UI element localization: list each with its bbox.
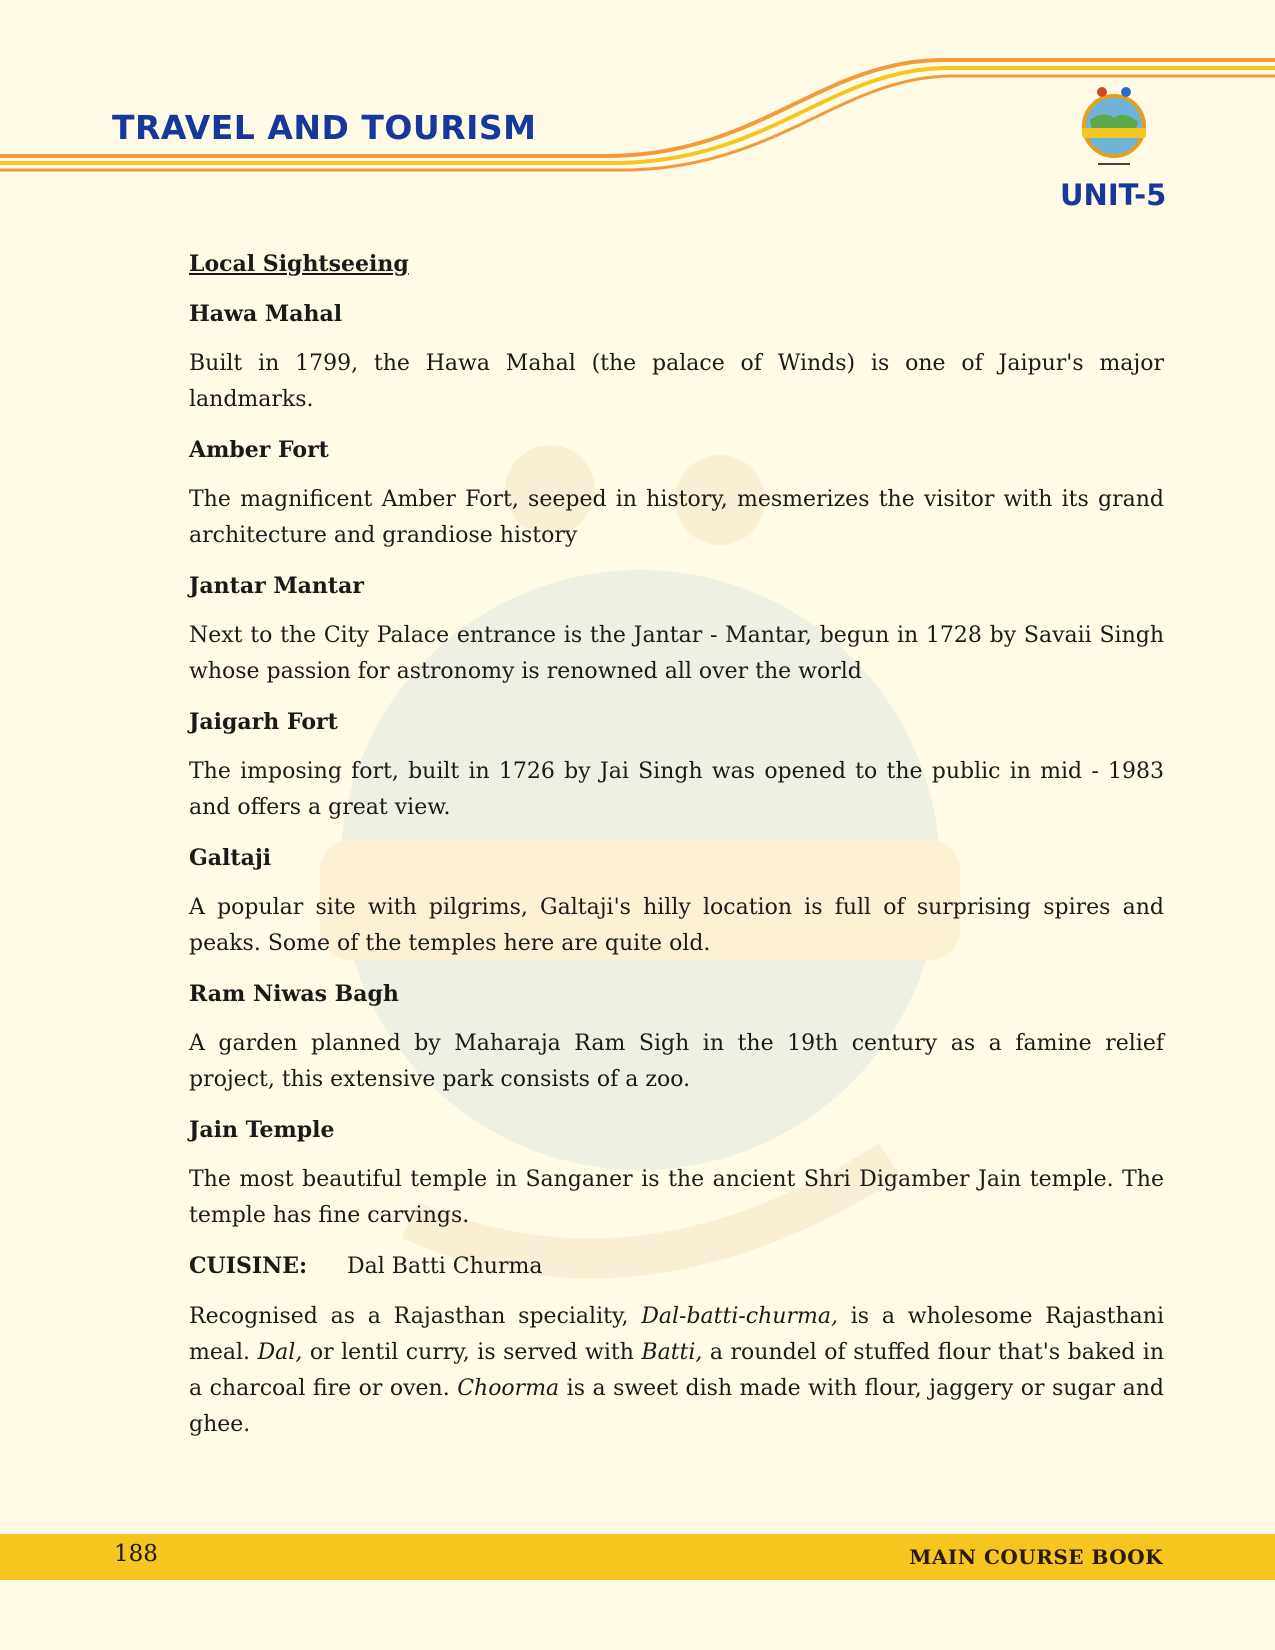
cuisine-text: is a sweet dish made with flour, jaggery or sugar and ghee. [189,1376,1164,1437]
footer-book-title: MAIN COURSE BOOK [909,1545,1163,1569]
cuisine-italic-term: Choorma [457,1376,560,1401]
cuisine-italic-term: Dal-batti-churma, [641,1304,838,1329]
cuisine-description [189,1299,1164,1443]
section-heading: Local Sightseeing [189,251,409,277]
main-content [189,246,1164,1457]
sight-description: Next to the City Palace entrance is the Jantar - Mantar, begun in 1728 by Savaii Singh whose passion for astronomy is renowned all over the world [189,623,1164,684]
unit-label: UNIT-5 [1060,178,1167,212]
cuisine-text: is a wholesome Rajasthani meal. [189,1304,1164,1365]
sight-title: Jain Temple [189,1117,335,1143]
sight-description: The imposing fort, built in 1726 by Jai Singh was opened to the public in mid - 1983 and offers a great view. [189,759,1164,820]
sight-title: Galtaji [189,845,272,871]
cuisine-label: CUISINE: [189,1253,308,1279]
sight-title: Jantar Mantar [189,573,364,599]
cuisine-dish: Dal Batti Churma [347,1254,543,1279]
cuisine-italic-term: Batti, [641,1340,703,1365]
cuisine-text: or lentil curry, is served with [302,1340,642,1365]
page-number: 188 [114,1541,158,1567]
sight-title: Jaigarh Fort [189,709,338,735]
sight-title: Ram Niwas Bagh [189,981,399,1007]
cuisine-text: a roundel of stuffed flour that's baked in a charcoal fire or oven. [189,1340,1165,1401]
sight-description: The most beautiful temple in Sanganer is the ancient Shri Digamber Jain temple. The temple has fine carvings. [189,1167,1164,1228]
sight-description: The magnificent Amber Fort, seeped in history, mesmerizes the visitor with its grand architecture and grandiose history [189,487,1164,548]
cuisine-italic-term: Dal, [257,1340,303,1365]
school-logo-icon [1068,80,1160,176]
page-header-title: TRAVEL AND TOURISM [112,108,537,147]
sight-title: Hawa Mahal [189,301,343,327]
sight-description: A garden planned by Maharaja Ram Sigh in the 19th century as a famine relief project, this extensive park consists of a zoo. [189,1031,1164,1092]
sight-description: Built in 1799, the Hawa Mahal (the palace of Winds) is one of Jaipur's major landmarks. [189,351,1164,412]
cuisine-text: Recognised as a Rajasthan speciality, [189,1304,642,1329]
cuisine-row [189,1248,1164,1285]
sight-title: Amber Fort [189,437,329,463]
sight-description: A popular site with pilgrims, Galtaji's hilly location is full of surprising spires and peaks. Some of the temples here are quite old. [189,895,1164,956]
